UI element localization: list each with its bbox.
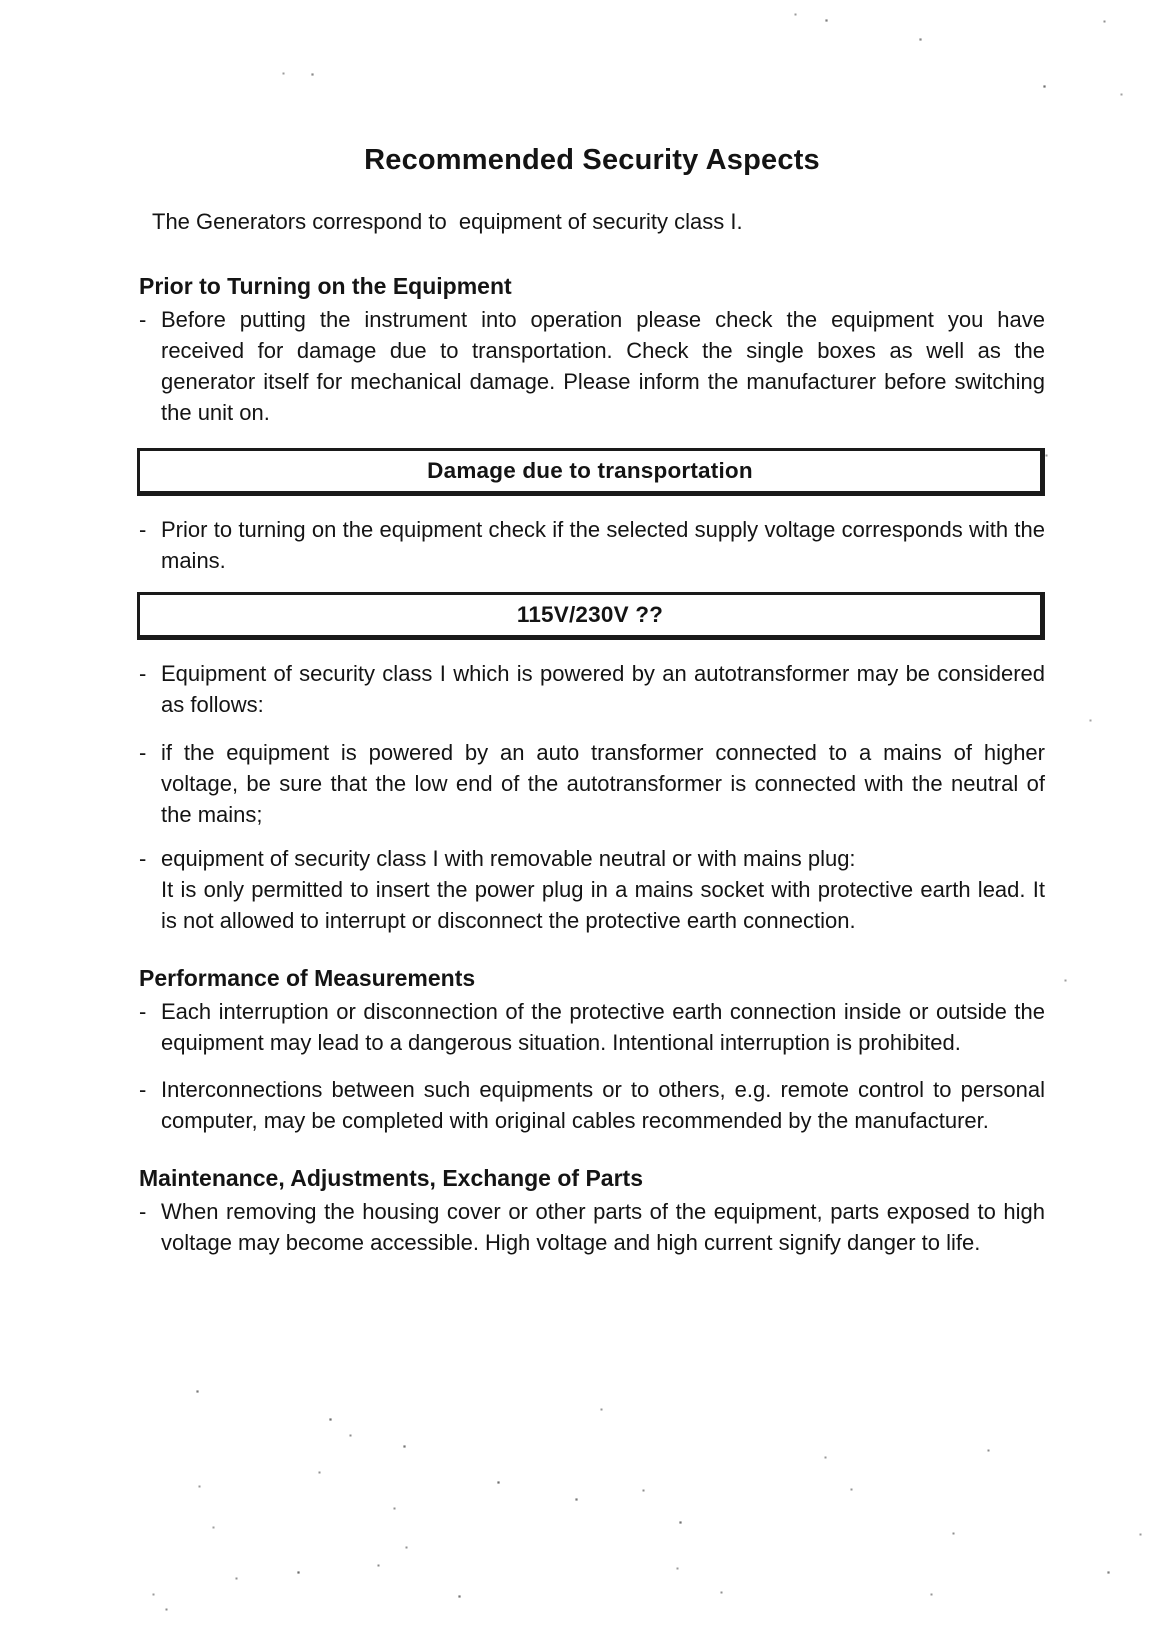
bullet-dash: - bbox=[139, 307, 147, 332]
bullet-text: Prior to turning on the equipment check if the selected supply voltage corresponds with the mains. bbox=[161, 517, 1045, 573]
bullet-text: Each interruption or disconnection of the protective earth connection inside or outside the equipment may lead to a dangerous situation. Intentional interruption is prohibited. bbox=[161, 999, 1045, 1055]
section-heading-maintenance: Maintenance, Adjustments, Exchange of Parts bbox=[139, 1165, 643, 1191]
bullet-text: if the equipment is powered by an auto transformer connected to a mains of higher voltage, be sure that the low end of the autotransformer is connected with the neutral of the mains; bbox=[161, 740, 1045, 827]
bullet-removable-neutral bbox=[139, 843, 1045, 874]
intro-paragraph: The Generators correspond to equipment of security class I. bbox=[152, 209, 743, 234]
bullet-text: Interconnections between such equipments or to others, e.g. remote control to personal computer, may be completed with original cables recommended by the manufacturer. bbox=[161, 1077, 1045, 1133]
bullet-high-voltage-danger bbox=[139, 1196, 1045, 1258]
section-heading-performance: Performance of Measurements bbox=[139, 965, 476, 991]
bullet-text: Before putting the instrument into operation please check the equipment you have received for damage due to transportation. Check the single boxes as well as the generator itself for mechanical damage. Please inform the manufacturer before switching the unit on. bbox=[161, 307, 1045, 425]
bullet-dash: - bbox=[139, 1077, 147, 1102]
bullet-dash: - bbox=[139, 846, 147, 871]
bullet-earth-interruption-danger bbox=[139, 996, 1045, 1058]
warning-box-voltage bbox=[137, 592, 1045, 640]
warning-box-label: 115V/230V ?? bbox=[516, 602, 664, 627]
section-heading-prior-to-turning-on: Prior to Turning on the Equipment bbox=[139, 273, 512, 299]
bullet-text: equipment of security class I with removable neutral or with mains plug: bbox=[161, 846, 856, 871]
warning-box-label: Damage due to transportation bbox=[427, 458, 753, 483]
bullet-higher-voltage-mains bbox=[139, 737, 1045, 830]
bullet-dash: - bbox=[139, 517, 147, 542]
page-title: Recommended Security Aspects bbox=[364, 144, 820, 176]
bullet-dash: - bbox=[139, 999, 147, 1024]
bullet-continuation-earth-lead: It is only permitted to insert the power plug in a mains socket with protective earth lead. It is not allowed to interrupt or disconnect the protective earth connection. bbox=[161, 877, 1045, 933]
bullet-dash: - bbox=[139, 661, 147, 686]
bullet-dash: - bbox=[139, 1199, 147, 1224]
scan-noise-speckles bbox=[0, 0, 1, 1]
bullet-check-for-transport-damage bbox=[139, 304, 1045, 428]
bullet-dash: - bbox=[139, 740, 147, 765]
document-content bbox=[139, 0, 1045, 1258]
warning-box-transportation bbox=[137, 448, 1045, 496]
bullet-text: Equipment of security class I which is powered by an autotransformer may be considered as follows: bbox=[161, 661, 1045, 717]
bullet-interconnections-cables bbox=[139, 1074, 1045, 1136]
bullet-autotransformer-considerations bbox=[139, 658, 1045, 720]
bullet-text: When removing the housing cover or other parts of the equipment, parts exposed to high voltage may become accessible. High voltage and high current signify danger to life. bbox=[161, 1199, 1045, 1255]
bullet-check-supply-voltage bbox=[139, 514, 1045, 576]
